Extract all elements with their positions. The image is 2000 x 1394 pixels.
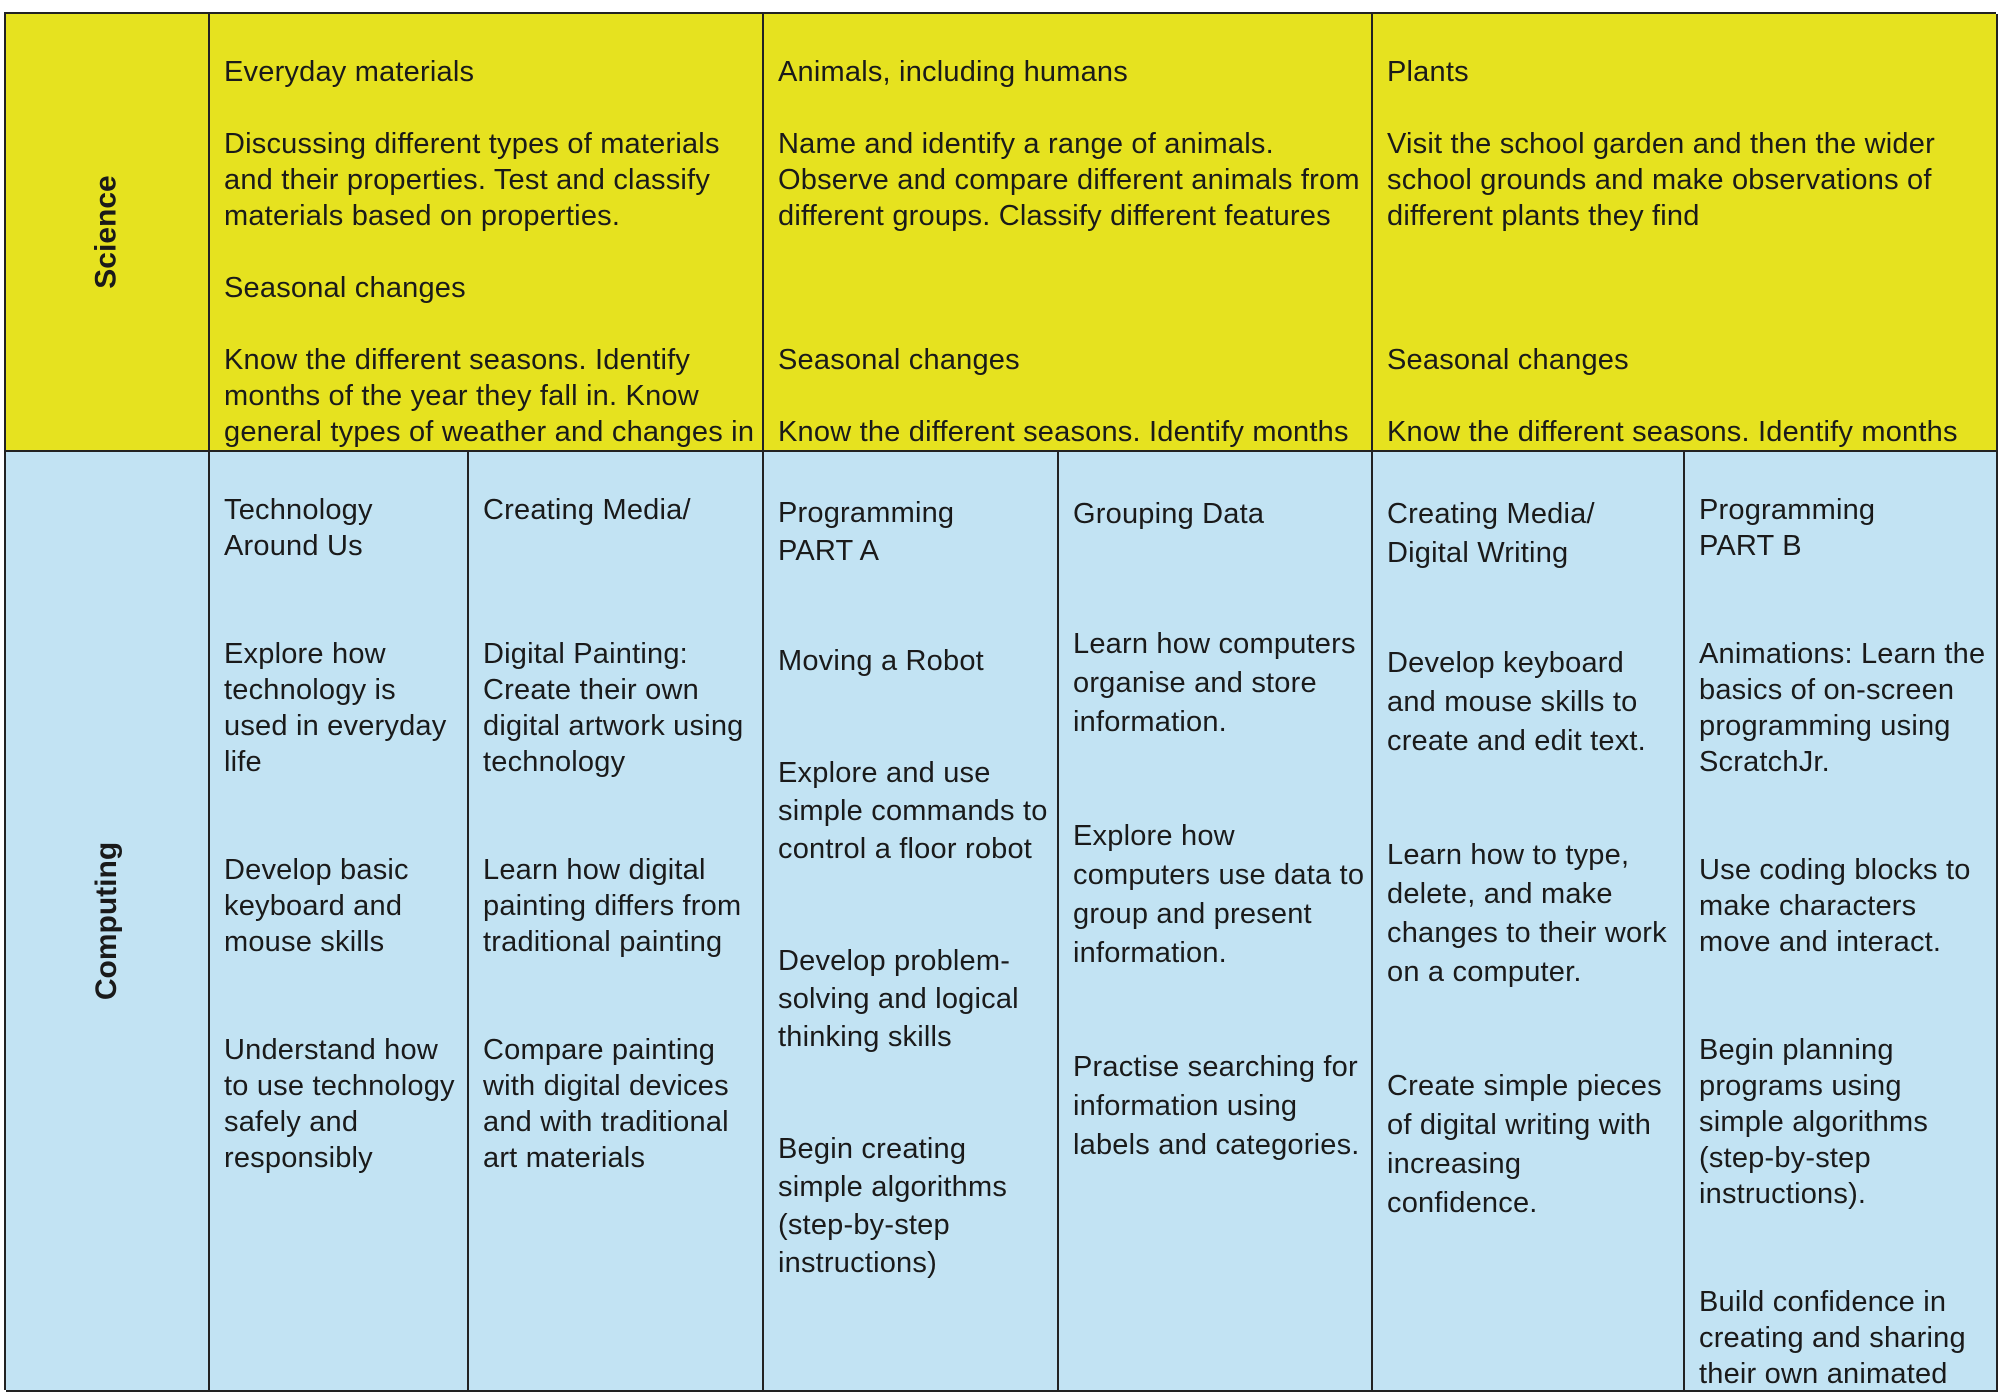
- computing-unit-para: Digital Painting: Create their own digital artwork using technology: [483, 638, 744, 778]
- computing-cell-programming-b: [1685, 452, 1998, 1392]
- science-topic-seasonal: Seasonal changes: [224, 272, 466, 304]
- computing-unit-para: Build confidence in creating and sharing their own animated: [1699, 1286, 1966, 1390]
- computing-unit-title: Programming PART B: [1699, 494, 1876, 562]
- computing-unit-para: Compare painting with digital devices and with traditional art materials: [483, 1034, 729, 1174]
- science-row-header: [6, 14, 210, 452]
- computing-row-header: [6, 452, 210, 1392]
- computing-unit-title: Grouping Data: [1073, 498, 1265, 530]
- computing-unit-para: Create simple pieces of digital writing with increasing confidence.: [1387, 1070, 1662, 1219]
- science-body-materials: Discussing different types of materials and their properties. Test and classify materials based on properties.: [224, 128, 720, 232]
- computing-unit-para: Understand how to use technology safely and responsibly: [224, 1034, 455, 1174]
- computing-unit-para: Begin planning programs using simple algorithms (step-by-step instructions).: [1699, 1034, 1929, 1210]
- science-cell-1: [210, 14, 764, 452]
- computing-unit-para: Develop problem-solving and logical thinking skills: [778, 945, 1019, 1053]
- computing-unit-para: Animations: Learn the basics of on-screen programming using ScratchJr.: [1699, 638, 1986, 778]
- computing-cell-technology: [210, 452, 469, 1392]
- computing-cell-digital-painting: [469, 452, 764, 1392]
- computing-unit-para: Explore how computers use data to group and present information.: [1073, 820, 1365, 969]
- computing-unit-para: Explore and use simple commands to control a floor robot: [778, 757, 1048, 865]
- computing-label: Computing: [89, 841, 123, 1001]
- science-topic-seasonal: Seasonal changes: [778, 344, 1020, 376]
- science-body-animals: Name and identify a range of animals. Observe and compare different animals from different groups. Classify different features: [778, 128, 1360, 232]
- curriculum-table: [4, 12, 1996, 1390]
- science-topic-materials: Everyday materials: [224, 56, 475, 88]
- computing-unit-para: Learn how to type, delete, and make changes to their work on a computer.: [1387, 839, 1667, 988]
- science-cell-2: [764, 14, 1373, 452]
- science-topic-plants: Plants: [1387, 56, 1469, 88]
- computing-cell-digital-writing: [1373, 452, 1685, 1392]
- computing-unit-title: Creating Media/: [483, 494, 691, 526]
- computing-unit-title: Creating Media/ Digital Writing: [1387, 498, 1595, 569]
- science-body-seasonal: Know the different seasons. Identify months: [1387, 416, 1958, 448]
- computing-unit-para: Learn how digital painting differs from traditional painting: [483, 854, 742, 958]
- science-cell-3: [1373, 14, 1998, 452]
- computing-unit-para: Practise searching for information using labels and categories.: [1073, 1051, 1360, 1161]
- computing-cell-grouping-data: [1059, 452, 1373, 1392]
- computing-unit-para: Begin creating simple algorithms (step-by-step instructions): [778, 1133, 1008, 1279]
- science-body-plants: Visit the school garden and then the wider school grounds and make observations of different plants they find: [1387, 128, 1935, 232]
- computing-unit-para: Develop keyboard and mouse skills to create and edit text.: [1387, 647, 1646, 757]
- computing-cell-programming-a: [764, 452, 1059, 1392]
- science-body-seasonal: Know the different seasons. Identify months of the year they fall in. Know general types of weather and changes in: [224, 344, 755, 448]
- science-topic-animals: Animals, including humans: [778, 56, 1128, 88]
- computing-unit-title: Technology Around Us: [224, 494, 373, 562]
- science-topic-seasonal: Seasonal changes: [1387, 344, 1629, 376]
- computing-unit-para: Explore how technology is used in everyday life: [224, 638, 447, 778]
- science-label: Science: [89, 175, 123, 289]
- computing-unit-para: Moving a Robot: [778, 645, 984, 677]
- computing-unit-para: Use coding blocks to make characters move and interact.: [1699, 854, 1971, 958]
- computing-unit-para: Learn how computers organise and store information.: [1073, 628, 1356, 738]
- computing-unit-para: Develop basic keyboard and mouse skills: [224, 854, 409, 958]
- computing-unit-title: Programming PART A: [778, 497, 955, 567]
- science-body-seasonal: Know the different seasons. Identify months: [778, 416, 1349, 448]
